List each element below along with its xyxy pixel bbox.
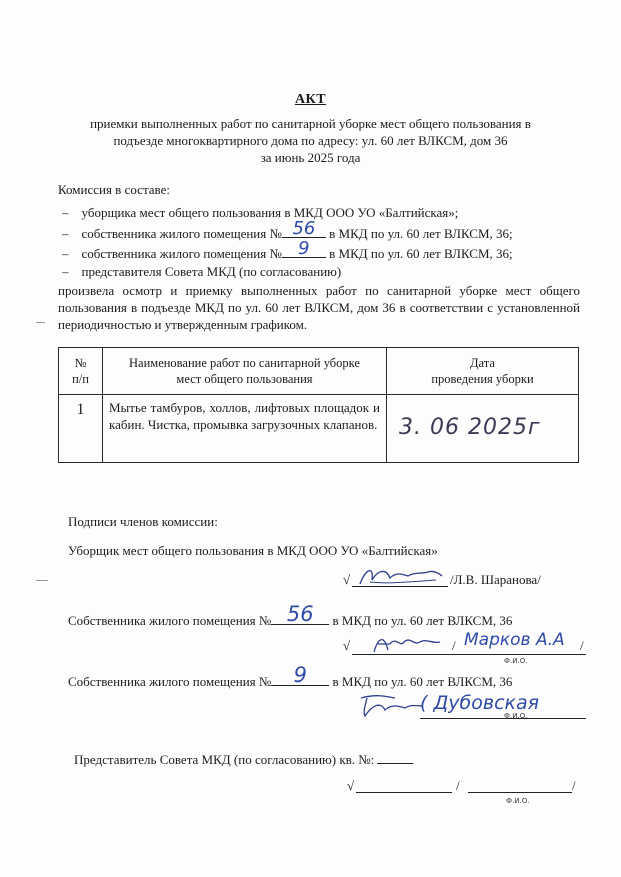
cleaner-signature-icon — [356, 562, 446, 590]
owner-1-post: в МКД по ул. 60 лет ВЛКСМ, 36 — [332, 613, 513, 628]
owner-2-line — [68, 663, 513, 690]
works-table — [58, 347, 579, 463]
header-work-line2: мест общего пользования — [176, 372, 313, 386]
row-1-work: Мытье тамбуров, холлов, лифтовых площадок и кабин. Чистка, промывка загрузочных клапанов. — [102, 394, 387, 463]
council-signature-line — [356, 792, 452, 793]
document-title: АКТ — [294, 92, 327, 107]
member-3: – собственника жилого помещения № 9 в МКД по ул. 60 лет ВЛКСМ, 36; — [62, 238, 513, 261]
owner-1-slash-end: / — [580, 638, 584, 653]
row-1-date-handwritten: 3. 06 2025г — [399, 415, 541, 440]
owner-2-signature-line — [420, 718, 586, 719]
owner-2-post: в МКД по ул. 60 лет ВЛКСМ, 36 — [332, 674, 513, 689]
commission-heading: Комиссия в составе: — [58, 182, 170, 197]
owner-1-fio-label: Ф.И.О. — [504, 657, 528, 665]
subtitle-line-3: за июнь 2025 года — [260, 150, 361, 165]
header-date — [386, 347, 579, 395]
header-date-line1: Дата — [470, 356, 495, 370]
member-4: – представителя Совета МКД (по согласованию) — [62, 264, 342, 279]
council-apartment-blank — [377, 751, 413, 764]
cleaner-check: √ — [343, 572, 351, 587]
member-3-pre: собственника жилого помещения № — [81, 246, 282, 261]
inspection-paragraph: произвела осмотр и приемку выполненных работ по санитарной уборке мест общего пользования в подъезде МКД по ул. 60 лет ВЛКСМ, дом 36 в соответствии с установленной периодичностью и утвержденным графиком. — [58, 283, 580, 332]
council-label: Представитель Совета МКД (по согласованию) кв. №: — [74, 752, 375, 767]
owner-1-check: √ — [343, 638, 351, 653]
header-work-line1: Наименование работ по санитарной уборке — [129, 356, 360, 370]
owner-2-fio-handwritten: ( Дубовская — [420, 692, 540, 714]
member-1: – уборщика мест общего пользования в МКД ООО УО «Балтийская»; — [62, 205, 459, 220]
member-3-blank — [282, 238, 326, 259]
subtitle-line-2: подъезде многоквартирного дома по адресу: ул. 60 лет ВЛКСМ, дом 36 — [113, 133, 508, 148]
council-slash-end: / — [572, 778, 576, 793]
owner-1-line — [68, 602, 513, 629]
margin-mark-2 — [36, 580, 48, 581]
owner-2-signature-icon — [355, 690, 427, 720]
row-1-number: 1 — [58, 394, 103, 463]
row-1-date-cell — [386, 394, 579, 463]
member-2-handwritten: 56 — [292, 218, 316, 239]
cleaner-label: Уборщик мест общего пользования в МКД ООО УО «Балтийская» — [68, 543, 438, 558]
owner-1-slash: / — [452, 638, 456, 653]
margin-mark — [36, 322, 45, 323]
owner-2-fio-label: Ф.И.О. — [504, 712, 528, 720]
member-2: – собственника жилого помещения № 56 в МКД по ул. 60 лет ВЛКСМ, 36; — [62, 218, 513, 241]
owner-2-handwritten: 9 — [293, 663, 307, 687]
council-slash: / — [456, 778, 460, 793]
cleaner-name: /Л.В. Шаранова/ — [450, 572, 541, 587]
owner-1-fio-handwritten: Марков А.А — [464, 630, 565, 650]
member-1-text: уборщика мест общего пользования в МКД ООО УО «Балтийская»; — [81, 205, 459, 220]
member-2-post: в МКД по ул. 60 лет ВЛКСМ, 36; — [329, 226, 513, 241]
owner-1-blank — [271, 602, 329, 626]
owner-2-blank — [271, 663, 329, 687]
member-2-blank — [282, 218, 326, 239]
council-check: √ — [347, 778, 355, 793]
header-work — [102, 347, 387, 395]
member-3-handwritten: 9 — [298, 238, 310, 259]
header-number-line1: № — [74, 356, 87, 370]
council-fio-label: Ф.И.О. — [506, 797, 530, 805]
header-number — [58, 347, 103, 395]
member-3-post: в МКД по ул. 60 лет ВЛКСМ, 36; — [329, 246, 513, 261]
council-fio-line — [468, 792, 572, 793]
member-2-pre: собственника жилого помещения № — [81, 226, 282, 241]
owner-1-handwritten: 56 — [286, 602, 314, 626]
owner-1-pre: Собственника жилого помещения № — [68, 613, 272, 628]
owner-1-signature-icon — [370, 630, 450, 656]
header-date-line2: проведения уборки — [431, 372, 534, 386]
owner-2-pre: Собственника жилого помещения № — [68, 674, 272, 689]
member-4-text: представителя Совета МКД (по согласованию) — [81, 264, 342, 279]
subtitle-line-1: приемки выполненных работ по санитарной уборке мест общего пользования в — [90, 116, 531, 131]
council-line — [74, 751, 413, 768]
signatures-heading: Подписи членов комиссии: — [68, 514, 218, 529]
header-number-line2: п/п — [72, 372, 89, 386]
